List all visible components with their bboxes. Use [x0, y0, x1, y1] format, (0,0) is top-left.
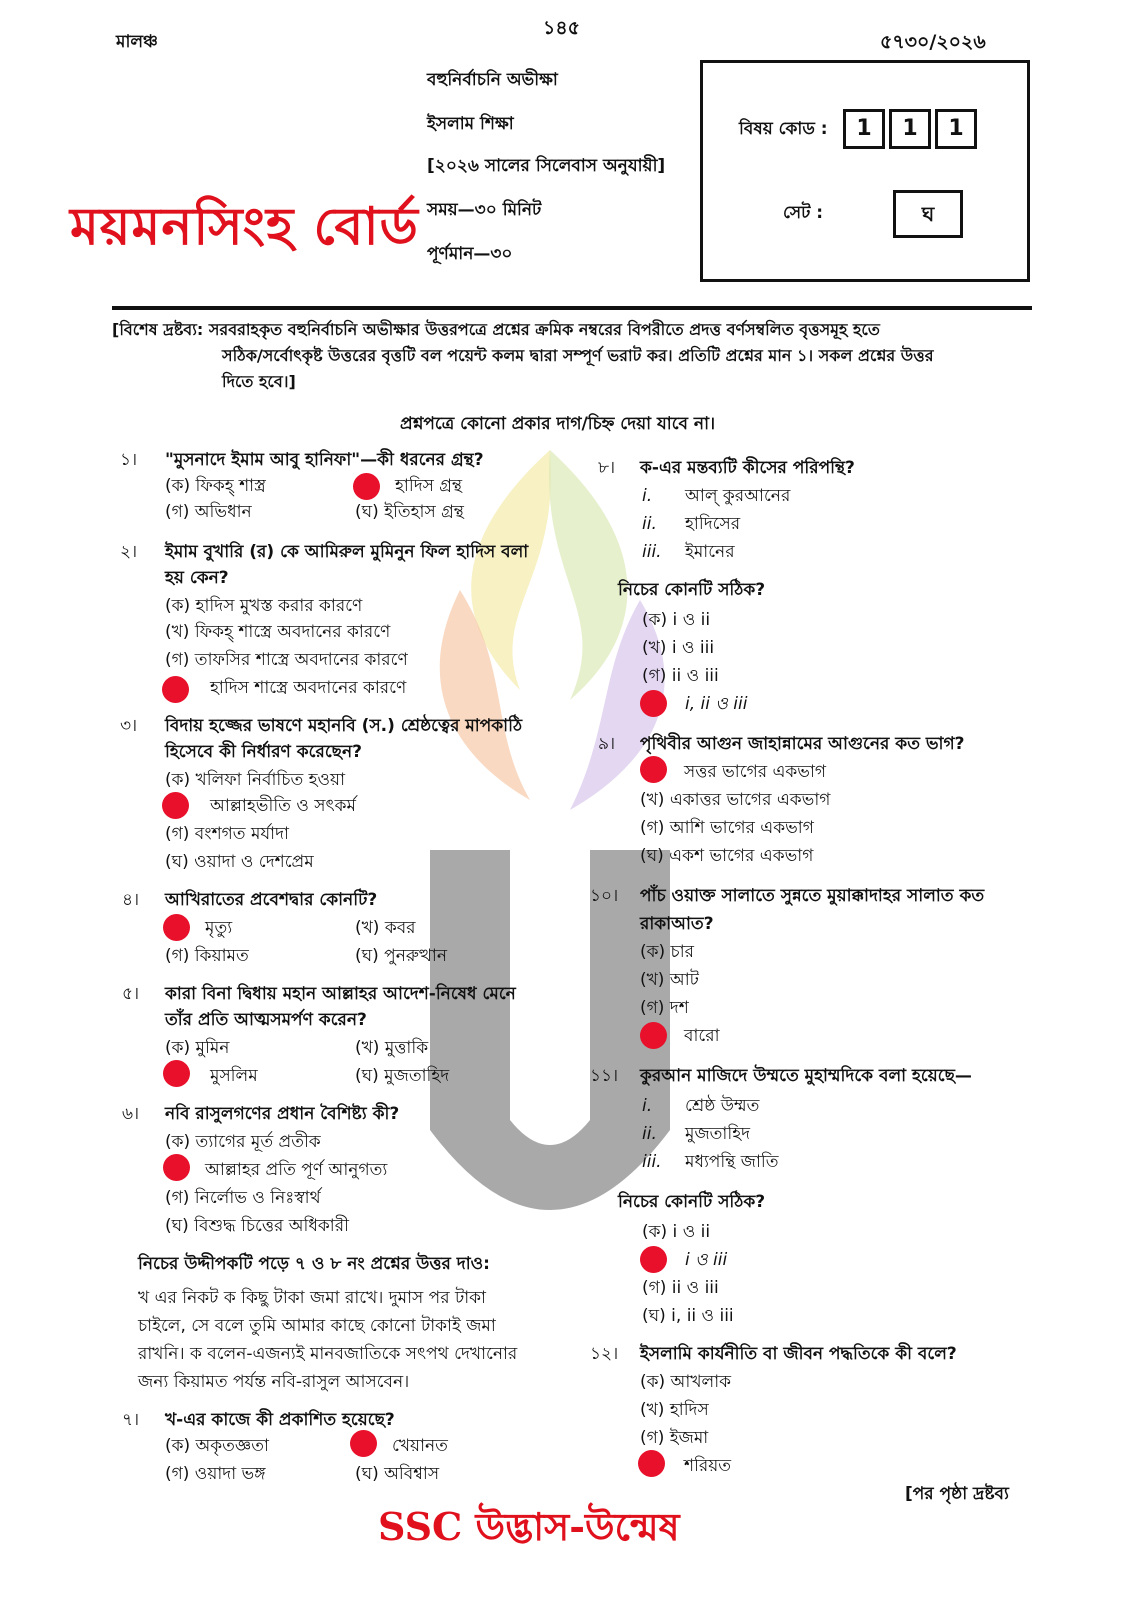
option: আল্লাহর প্রতি পূর্ণ আনুগত্য — [205, 1160, 388, 1180]
question-text: "মুসনাদে ইমাম আবু হানিফা"—কী ধরনের গ্রন্থ? — [165, 450, 484, 470]
statement-numeral: i. — [642, 486, 653, 506]
answer-mark — [353, 473, 380, 500]
full-marks: পূর্ণমান—৩০ — [427, 244, 513, 264]
subject-code-digit: 1 — [889, 109, 931, 149]
option: হাদিস গ্রন্থ — [395, 476, 463, 496]
option: (ক) ফিকহ্ শাস্ত্র — [165, 476, 266, 496]
statement-numeral: ii. — [642, 1124, 657, 1144]
subject-code-digit: 1 — [843, 109, 885, 149]
option: (ক) খলিফা নির্বাচিত হওয়া — [165, 770, 346, 790]
board-name: ময়মনসিংহ বোর্ড — [70, 196, 419, 257]
option: (ঘ) পুনরুত্থান — [355, 946, 447, 966]
option: (খ) কবর — [355, 918, 416, 938]
question-number: ১। — [120, 450, 138, 470]
question-text: হিসেবে কী নির্ধারণ করেছেন? — [165, 742, 362, 762]
header-divider — [112, 306, 1032, 310]
option: (গ) অভিধান — [165, 502, 252, 522]
question-number: ৫। — [122, 984, 140, 1004]
option: (গ) আশি ভাগের একভাগ — [640, 818, 814, 838]
answer-mark — [640, 690, 667, 717]
question-number: ৯। — [598, 734, 616, 754]
page-number: ১৪৫ — [543, 17, 580, 39]
option: (ঘ) ওয়াদা ও দেশপ্রেম — [165, 852, 314, 872]
question-text: ইমাম বুখারি (র) কে আমিরুল মুমিনুন ফিল হাদিস বলা — [165, 542, 529, 562]
stimulus-line: চাইলে, সে বলে তুমি আমার কাছে কোনো টাকাই জমা — [138, 1316, 496, 1336]
answer-mark — [640, 1246, 667, 1273]
subject-code-digit: 1 — [935, 109, 977, 149]
question-number: ৭। — [122, 1410, 140, 1430]
question-text: আখিরাতের প্রবেশদ্বার কোনটি? — [165, 890, 378, 910]
option: (ঘ) মুজতাহিদ — [355, 1066, 450, 1086]
option: (গ) নির্লোভ ও নিঃস্বার্থ — [165, 1188, 321, 1208]
option: (ক) আখলাক — [640, 1372, 732, 1392]
question-text: খ-এর কাজে কী প্রকাশিত হয়েছে? — [165, 1410, 395, 1430]
option: (ঘ) অবিশ্বাস — [355, 1464, 440, 1484]
option: i ও iii — [685, 1250, 728, 1270]
option: (গ) ii ও iii — [642, 1278, 719, 1298]
option: (খ) আট — [640, 970, 699, 990]
option: (গ) বংশগত মর্যাদা — [165, 824, 289, 844]
option: (ঘ) ইতিহাস গ্রন্থ — [355, 502, 464, 522]
option: (ঘ) বিশুদ্ধ চিত্তের অধিকারী — [165, 1216, 349, 1236]
answer-mark — [162, 676, 189, 703]
instruction-line: দিতে হবে।] — [222, 372, 296, 391]
question-text: হয় কেন? — [165, 568, 229, 588]
option: i, ii ও iii — [685, 694, 748, 714]
option: মুসলিম — [210, 1066, 258, 1086]
option: (ক) i ও ii — [642, 610, 711, 630]
which-correct: নিচের কোনটি সঠিক? — [618, 1192, 766, 1212]
statement: আল্ কুরআনের — [685, 486, 791, 506]
statement-numeral: iii. — [642, 542, 662, 562]
question-number: ৩। — [120, 716, 138, 736]
question-number: ৪। — [122, 890, 140, 910]
option: (গ) ইজমা — [640, 1428, 709, 1448]
option: বারো — [684, 1026, 720, 1046]
option: খেয়ানত — [392, 1436, 448, 1456]
statement: মুজতাহিদ — [685, 1124, 751, 1144]
next-page-note: [পর পৃষ্ঠা দ্রষ্টব্য — [905, 1484, 1009, 1504]
stimulus-line: খ এর নিকট ক কিছু টাকা জমা রাখে। দুমাস পর টাকা — [138, 1288, 486, 1308]
statement-numeral: ii. — [642, 514, 657, 534]
option: (গ) তাফসির শাস্ত্রে অবদানের কারণে — [165, 650, 408, 670]
exam-code: ৫৭৩০/২০২৬ — [880, 31, 986, 53]
answer-mark — [163, 1154, 190, 1181]
option: (ক) চার — [640, 942, 695, 962]
answer-mark — [638, 1450, 665, 1477]
option: (ক) i ও ii — [642, 1222, 711, 1242]
option: (ক) মুমিন — [165, 1038, 230, 1058]
answer-mark — [350, 1430, 377, 1457]
question-text: পৃথিবীর আগুন জাহান্নামের আগুনের কত ভাগ? — [640, 734, 965, 754]
question-number: ৬। — [122, 1104, 140, 1124]
question-text: ক-এর মন্তব্যটি কীসের পরিপন্থি? — [640, 458, 855, 478]
option: মৃত্যু — [205, 918, 233, 938]
question-text: পাঁচ ওয়াক্ত সালাতে সুন্নতে মুয়াক্কাদাহর সালাত কত — [640, 886, 985, 906]
question-number: ১০। — [590, 886, 619, 906]
option: (খ) একাত্তর ভাগের একভাগ — [640, 790, 831, 810]
option: (গ) দশ — [640, 998, 689, 1018]
stimulus-title: নিচের উদ্দীপকটি পড়ে ৭ ও ৮ নং প্রশ্নের উত্তর দাও: — [138, 1254, 490, 1274]
question-number: ২। — [120, 542, 138, 562]
answer-mark — [163, 914, 190, 941]
no-mark-note: প্রশ্নপত্রে কোনো প্রকার দাগ/চিহ্ন দেয়া যাবে না। — [400, 414, 716, 434]
statement: শ্রেষ্ঠ উম্মত — [685, 1096, 760, 1116]
exam-title: বহুনির্বাচনি অভীক্ষা — [427, 70, 558, 90]
option: (খ) হাদিস — [640, 1400, 709, 1420]
option: হাদিস শাস্ত্রে অবদানের কারণে — [210, 678, 407, 698]
statement-numeral: iii. — [642, 1152, 662, 1172]
option: (ক) হাদিস মুখস্ত করার কারণে — [165, 596, 363, 616]
option: (ঘ) i, ii ও iii — [642, 1306, 734, 1326]
option: (গ) কিয়ামত — [165, 946, 249, 966]
question-number: ৮। — [598, 458, 616, 478]
publisher-brand: SSC উদ্ভাস-উন্মেষ — [378, 1504, 680, 1549]
option: (খ) মুত্তাকি — [355, 1038, 429, 1058]
answer-mark — [162, 792, 189, 819]
subject-code-panel — [700, 60, 1030, 282]
option: শরিয়ত — [684, 1456, 732, 1476]
question-number: ১১। — [590, 1066, 619, 1086]
exam-time: সময়—৩০ মিনিট — [427, 200, 542, 220]
subject-name: ইসলাম শিক্ষা — [427, 114, 514, 134]
option: সত্তর ভাগের একভাগ — [684, 762, 827, 782]
statement: ইমানের — [685, 542, 735, 562]
answer-mark — [640, 756, 667, 783]
option: (ক) ত্যাগের মূর্ত প্রতীক — [165, 1132, 321, 1152]
option: (খ) ফিকহ্ শাস্ত্রে অবদানের কারণে — [165, 622, 391, 642]
answer-mark — [640, 1022, 667, 1049]
which-correct: নিচের কোনটি সঠিক? — [618, 580, 766, 600]
option: (খ) i ও iii — [642, 638, 715, 658]
question-text: ইসলামি কার্যনীতি বা জীবন পদ্ধতিকে কী বলে? — [640, 1344, 957, 1364]
instruction-line: সঠিক/সর্বোৎকৃষ্ট উত্তরের বৃত্তটি বল পয়েন্ট কলম দ্বারা সম্পূর্ণ ভরাট কর। প্রতিটি প্রশ্নের মান ১। সকল প্রশ্নের উত্তর — [222, 346, 934, 365]
question-text: তাঁর প্রতি আত্মসমর্পণ করেন? — [165, 1010, 367, 1030]
set-label: সেট : — [783, 203, 824, 223]
stimulus-line: জন্য কিয়ামত পর্যন্ত নবি-রাসুল আসবেন। — [138, 1372, 410, 1392]
option: (ঘ) একশ ভাগের একভাগ — [640, 846, 814, 866]
subject-code-label: বিষয় কোড : — [739, 119, 828, 139]
statement-numeral: i. — [642, 1096, 653, 1116]
question-text: কারা বিনা দ্বিধায় মহান আল্লাহর আদেশ-নিষেধ মেনে — [165, 984, 516, 1004]
answer-mark — [163, 1060, 190, 1087]
set-value: ঘ — [893, 190, 963, 238]
option: (গ) ii ও iii — [642, 666, 719, 686]
instruction-line: [বিশেষ দ্রষ্টব্য: সরবরাহকৃত বহুনির্বাচনি অভীক্ষার উত্তরপত্রে প্রশ্নের ক্রমিক নম্বরের বিপরীতে প্রদত্ত বর্ণসম্বলিত বৃত্তসমূহ হতে — [112, 320, 880, 339]
option: (ক) অকৃতজ্ঞতা — [165, 1436, 269, 1456]
question-text: রাকাআত? — [640, 914, 714, 934]
question-text: বিদায় হজ্জের ভাষণে মহানবি (স.) শ্রেষ্ঠত্বের মাপকাঠি — [165, 716, 523, 736]
option: আল্লাহভীতি ও সৎকর্ম — [210, 796, 356, 816]
question-number: ১২। — [590, 1344, 619, 1364]
statement: মধ্যপন্থি জাতি — [685, 1152, 779, 1172]
question-text: নবি রাসুলগণের প্রধান বৈশিষ্ট্য কী? — [165, 1104, 400, 1124]
stimulus-line: রাখনি। ক বলেন-এজন্যই মানবজাতিকে সৎপথ দেখানোর — [138, 1344, 518, 1364]
option: (গ) ওয়াদা ভঙ্গ — [165, 1464, 266, 1484]
statement: হাদিসের — [685, 514, 741, 534]
question-text: কুরআন মাজিদে উম্মতে মুহাম্মদিকে বলা হয়েছে— — [640, 1066, 972, 1086]
syllabus-note: [২০২৬ সালের সিলেবাস অনুযায়ী] — [427, 156, 666, 176]
top-left-label: মালঞ্চ — [116, 32, 158, 52]
